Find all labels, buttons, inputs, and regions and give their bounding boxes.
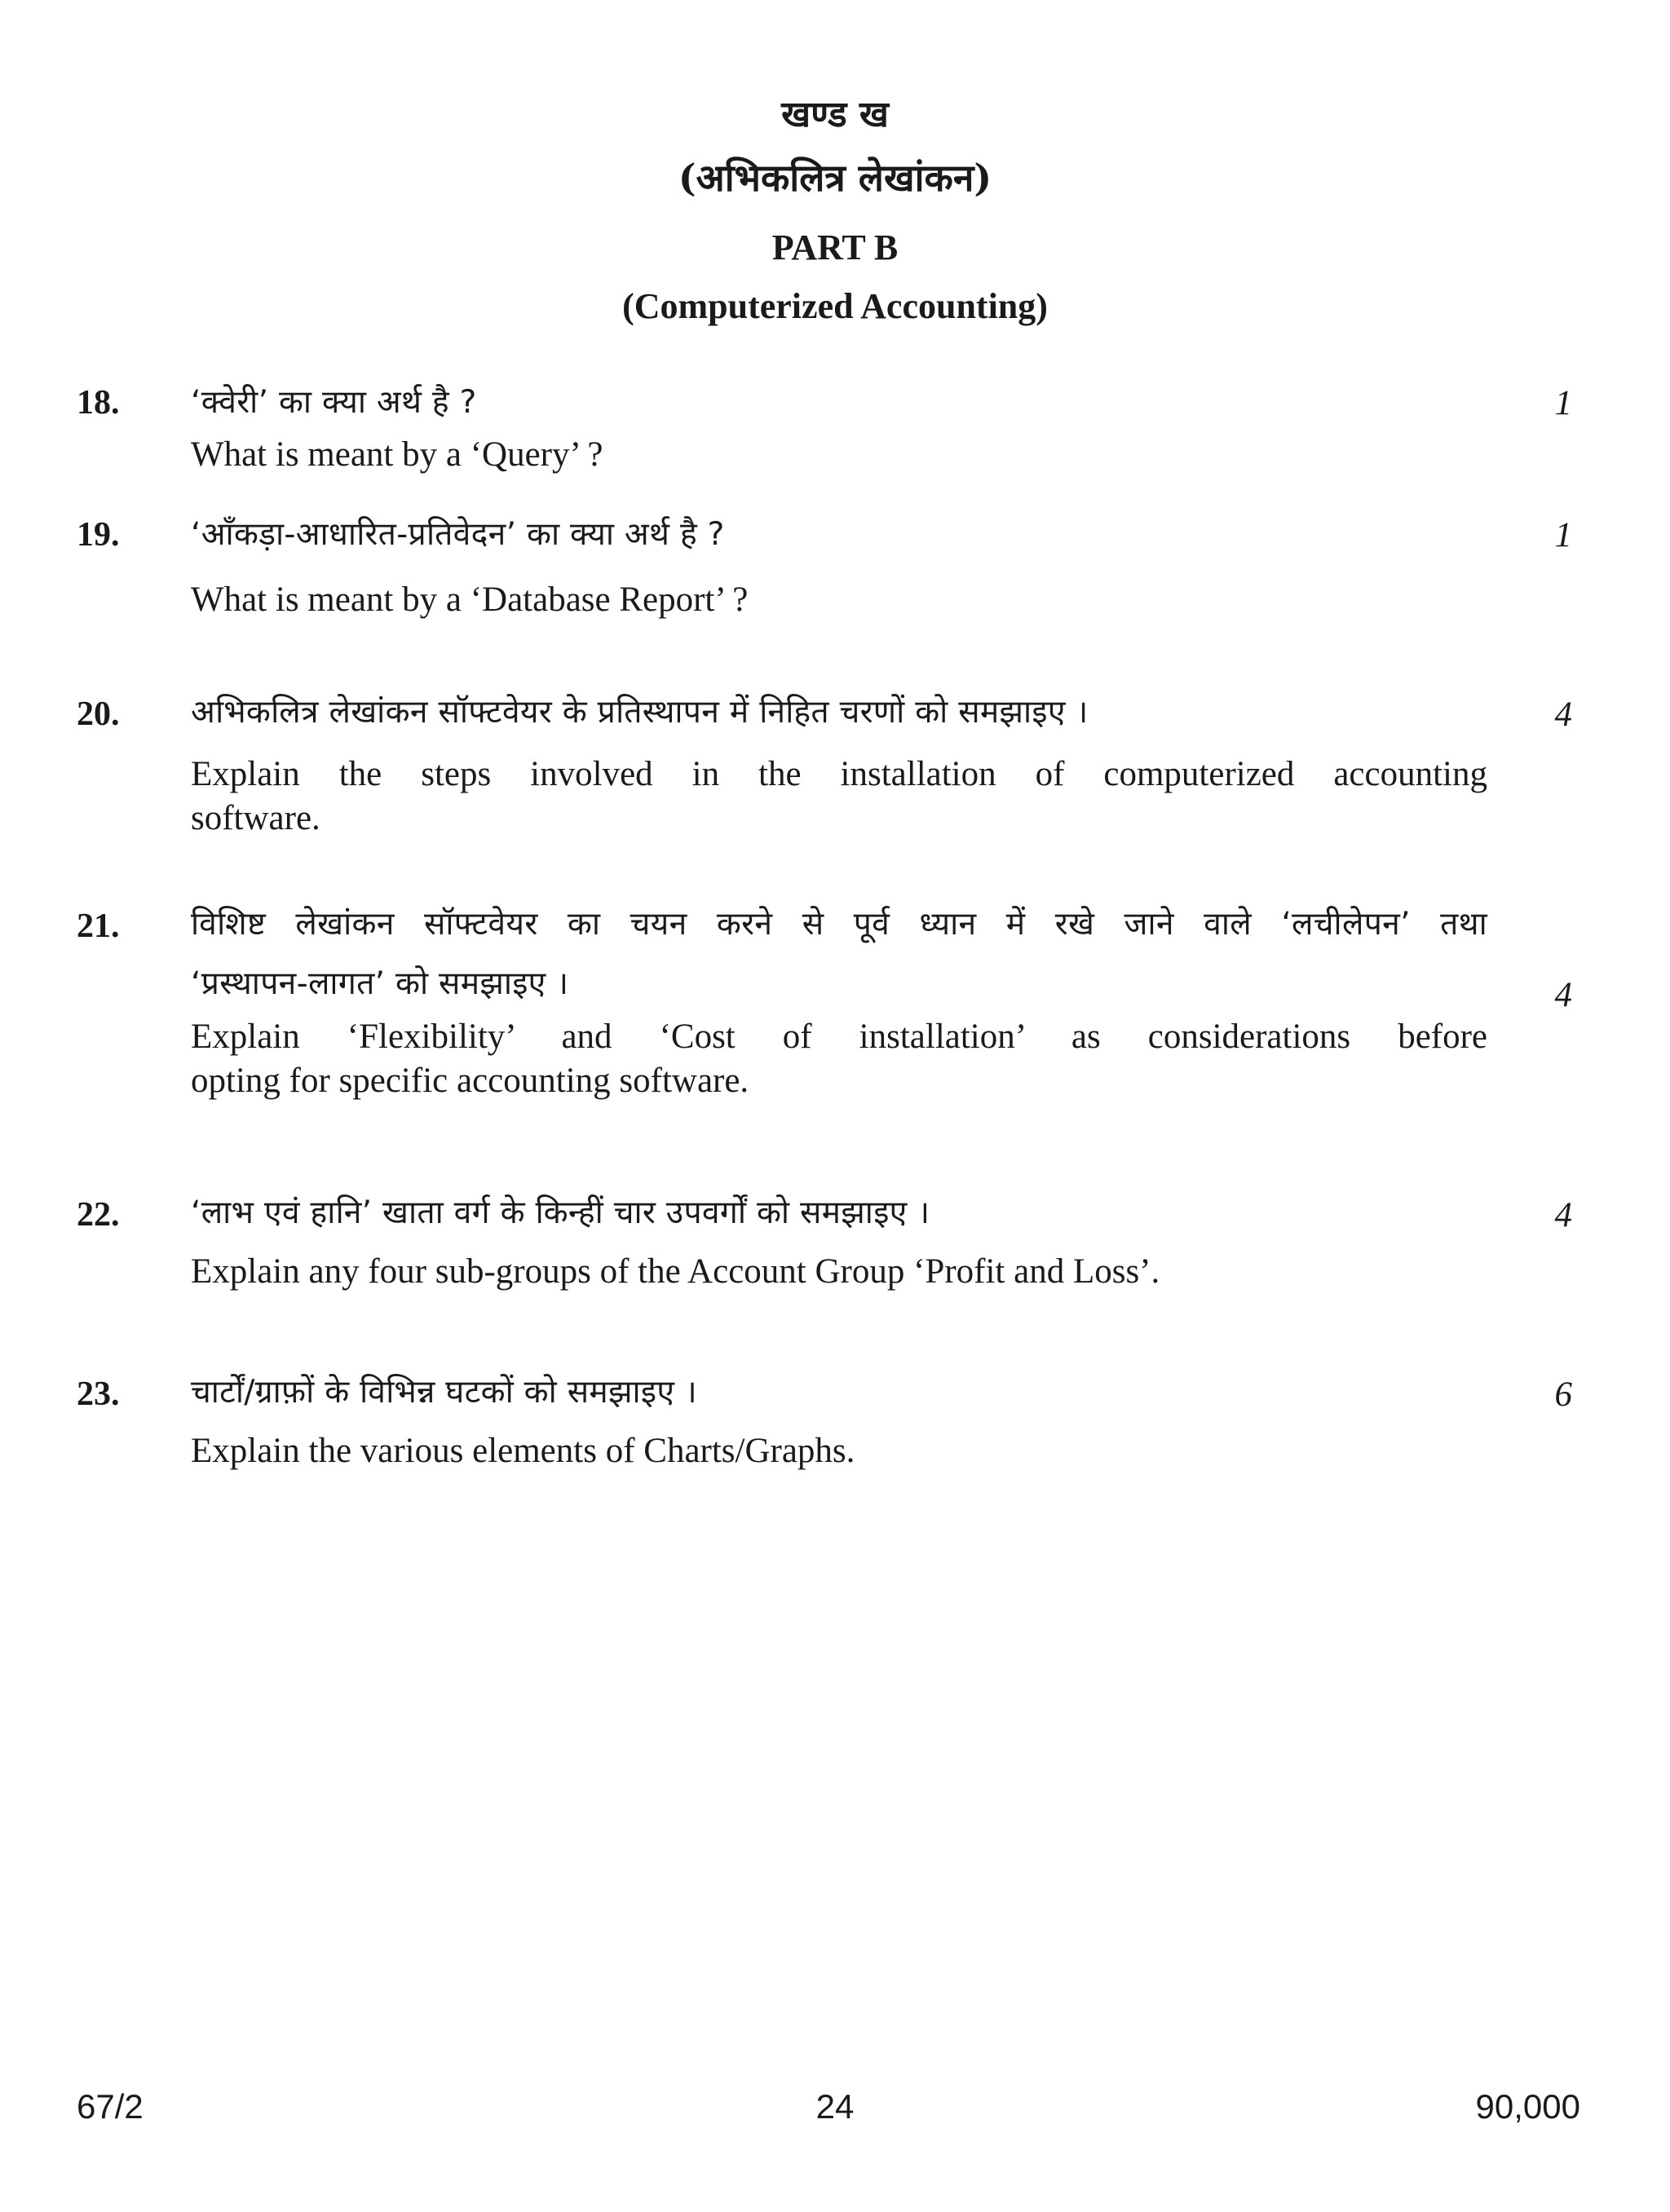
question-20 (191, 690, 1487, 841)
question-number: 21. (77, 907, 120, 945)
question-number: 19. (77, 516, 120, 554)
question-text-hindi-line-2: ‘प्रस्थापन-लागत’ को समझाइए । (191, 965, 569, 1003)
section-title-hindi: खण्ड ख (781, 94, 889, 135)
question-text-hindi-line-1: विशिष्ट लेखांकन सॉफ्टवेयर का चयन करने से पूर्व ध्यान में रखे जाने वाले ‘लचीलेपन’ तथा (191, 906, 1487, 943)
question-marks: 4 (1554, 695, 1572, 734)
question-number: 18. (77, 384, 120, 422)
page-number: 24 (815, 2087, 855, 2126)
paper-code: 67/2 (77, 2087, 144, 2126)
print-count: 90,000 (1475, 2087, 1580, 2126)
question-marks: 1 (1554, 516, 1572, 554)
question-text-hindi: ‘क्वेरी’ का क्या अर्थ है ? (191, 384, 477, 421)
question-text-hindi: ‘लाभ एवं हानि’ खाता वर्ग के किन्हीं चार उपवर्गों को समझाइए । (191, 1194, 930, 1231)
question-text-english-line-1: Explain ‘Flexibility’ and ‘Cost of installation’ as considerations before (191, 1017, 1487, 1056)
question-21 (191, 902, 1487, 1102)
question-marks: 6 (1554, 1375, 1572, 1414)
question-number: 20. (77, 695, 120, 733)
question-text-english-line-1: Explain the steps involved in the installation of computerized accounting (191, 755, 1487, 794)
question-22 (191, 1190, 1487, 1296)
question-number: 23. (77, 1375, 120, 1413)
question-marks: 1 (1554, 384, 1572, 422)
question-marks: 4 (1554, 1196, 1572, 1234)
question-19 (191, 512, 1487, 625)
question-text-hindi: चार्टों/ग्राफ़ों के विभिन्न घटकों को समझाइए । (191, 1374, 697, 1411)
question-text-english: What is meant by a ‘Database Report’ ? (191, 581, 749, 620)
question-text-english: Explain any four sub-groups of the Account Group ‘Profit and Loss’. (191, 1252, 1160, 1291)
part-title: PART B (771, 227, 899, 267)
question-text-english: What is meant by a ‘Query’ ? (191, 435, 603, 475)
question-text-hindi: ‘आँकड़ा-आधारित-प्रतिवेदन’ का क्या अर्थ है ? (191, 516, 725, 553)
part-subtitle: (Computerized Accounting) (622, 286, 1048, 326)
question-text-hindi: अभिकलित्र लेखांकन सॉफ्टवेयर के प्रतिस्थापन में निहित चरणों को समझाइए । (191, 694, 1089, 731)
question-18 (191, 380, 1487, 479)
question-23 (191, 1370, 1487, 1476)
section-subtitle-hindi: (अभिकलित्र लेखांकन) (678, 156, 992, 200)
question-marks: 4 (1554, 976, 1572, 1014)
question-number: 22. (77, 1196, 120, 1234)
question-text-english-line-2: opting for specific accounting software. (191, 1061, 749, 1100)
question-text-english-line-2: software. (191, 799, 320, 838)
question-text-english: Explain the various elements of Charts/Graphs. (191, 1432, 855, 1471)
